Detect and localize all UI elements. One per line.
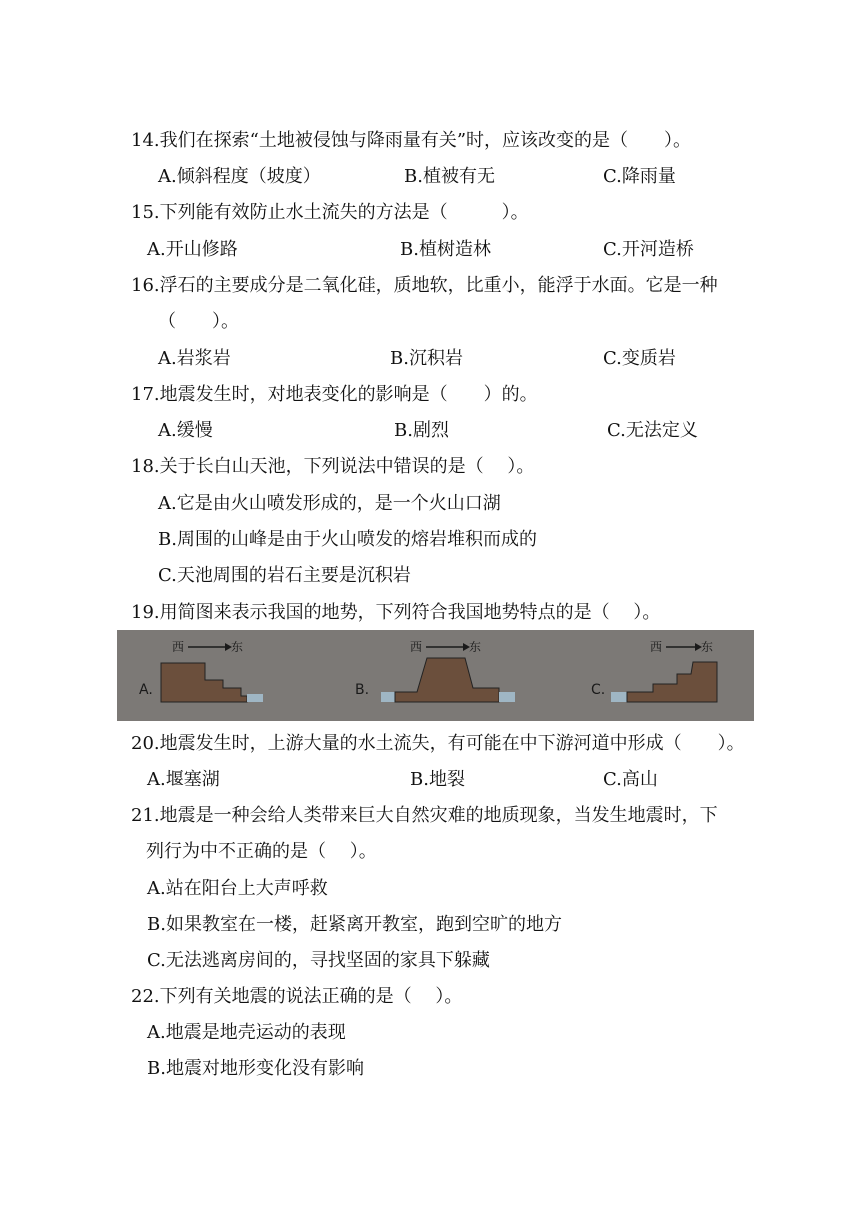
direction-east-label: 东 (231, 640, 244, 654)
q18-option-b: B.周围的山峰是由于火山喷发的熔岩堆积而成的 (158, 529, 537, 550)
q16-option-b: B.沉积岩 (390, 348, 463, 369)
terrain-profile-c (627, 662, 717, 702)
q22-option-a: A.地震是地壳运动的表现 (147, 1022, 346, 1043)
q21-option-a: A.站在阳台上大声呼救 (147, 878, 328, 899)
question-16-stem-line1: 16.浮石的主要成分是二氧化硅，质地软，比重小，能浮于水面。它是一种 (131, 275, 718, 296)
terrain-panel-a (139, 640, 263, 702)
q15-option-c: C.开河造桥 (603, 239, 694, 260)
q17-option-c: C.无法定义 (607, 420, 698, 441)
direction-east-label: 东 (701, 640, 714, 654)
q14-option-b: B.植被有无 (404, 166, 495, 187)
label-c: C. (591, 682, 606, 698)
question-22-stem: 22.下列有关地震的说法正确的是（ ）。 (131, 986, 463, 1007)
question-21-stem-line1: 21.地震是一种会给人类带来巨大自然灾难的地质现象，当发生地震时，下 (131, 805, 718, 826)
terrain-profile-a (161, 663, 247, 702)
sea-b-left (381, 692, 395, 702)
question-21-stem-line2: 列行为中不正确的是（ ）。 (146, 841, 377, 862)
q15-option-a: A.开山修路 (147, 239, 238, 260)
q14-option-a: A.倾斜程度（坡度） (158, 166, 321, 187)
question-14-stem: 14.我们在探索“土地被侵蚀与降雨量有关”时，应该改变的是（ ）。 (131, 130, 692, 151)
direction-west-label: 西 (650, 640, 663, 654)
q16-option-c: C.变质岩 (603, 348, 676, 369)
question-15-stem: 15.下列能有效防止水土流失的方法是（ ）。 (131, 202, 529, 223)
sea-c (611, 692, 627, 702)
terrain-profile-figure (117, 630, 754, 721)
question-17-stem: 17.地震发生时，对地表变化的影响是（ ）的。 (131, 384, 538, 405)
label-a: A. (139, 682, 153, 698)
question-16-stem-line2: （ ）。 (158, 311, 239, 332)
q17-option-a: A.缓慢 (158, 420, 213, 441)
terrain-panel-c (591, 640, 717, 702)
q20-option-c: C.高山 (603, 769, 658, 790)
sea-a (247, 694, 263, 702)
sea-b-right (499, 692, 515, 702)
q20-option-a: A.堰塞湖 (147, 769, 220, 790)
direction-west-label: 西 (172, 640, 185, 654)
direction-east-label: 东 (469, 640, 482, 654)
q18-option-c: C.天池周围的岩石主要是沉积岩 (158, 565, 411, 586)
q14-option-c: C.降雨量 (603, 166, 676, 187)
q17-option-b: B.剧烈 (394, 420, 449, 441)
q15-option-b: B.植树造林 (400, 239, 491, 260)
question-19-stem: 19.用简图来表示我国的地势，下列符合我国地势特点的是（ ）。 (131, 602, 661, 623)
q18-option-a: A.它是由火山喷发形成的，是一个火山口湖 (158, 493, 501, 514)
q22-option-b: B.地震对地形变化没有影响 (147, 1058, 364, 1079)
label-b: B. (355, 682, 370, 698)
q21-option-c: C.无法逃离房间的，寻找坚固的家具下躲藏 (147, 950, 490, 971)
terrain-panel-b (355, 640, 515, 702)
direction-west-label: 西 (410, 640, 423, 654)
question-20-stem: 20.地震发生时，上游大量的水土流失，有可能在中下游河道中形成（ ）。 (131, 733, 745, 754)
question-18-stem: 18.关于长白山天池，下列说法中错误的是（ ）。 (131, 456, 535, 477)
terrain-profile-b (395, 658, 499, 702)
q20-option-b: B.地裂 (410, 769, 465, 790)
q21-option-b: B.如果教室在一楼，赶紧离开教室，跑到空旷的地方 (147, 914, 562, 935)
q16-option-a: A.岩浆岩 (158, 348, 231, 369)
